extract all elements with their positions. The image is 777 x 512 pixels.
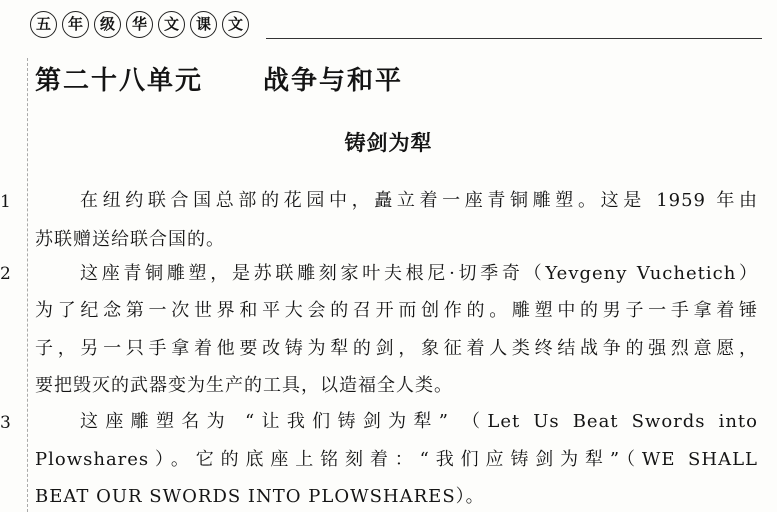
paragraph-line: BEAT OUR SWORDS INTO PLOWSHARES）。 (35, 486, 485, 507)
book-title-char: 五 (30, 11, 57, 38)
paragraph-line: 这座雕塑名为 “让我们铸剑为犁” （Let Us Beat Swords into (80, 411, 758, 432)
book-title-circles (30, 11, 254, 38)
paragraph-number: 3 (0, 413, 11, 433)
book-title-char: 级 (94, 11, 121, 38)
paragraph-line: 子，另一只手拿着他要改铸为犁的剑，象征着人类终结战争的强烈意愿， (35, 338, 758, 359)
paragraph-number: 2 (0, 264, 11, 284)
book-title-char: 年 (62, 11, 89, 38)
paragraph-line: 在纽约联合国总部的花园中，矗立着一座青铜雕塑。这是 1959 年由 (80, 190, 758, 211)
paragraph-line: 苏联赠送给联合国的。 (35, 229, 225, 250)
paragraph-line: 要把毁灭的武器变为生产的工具，以造福全人类。 (35, 375, 453, 396)
header-rule (266, 38, 762, 39)
paragraph-line: 这座青铜雕塑，是苏联雕刻家叶夫根尼·切季奇（Yevgeny Vuchetich） (80, 263, 758, 284)
paragraph-line: Plowshares）。它的底座上铭刻着：“我们应铸剑为犁”（WE SHALL (35, 449, 758, 470)
book-title-char: 文 (222, 11, 249, 38)
book-title-char: 课 (190, 11, 217, 38)
book-title-char: 文 (158, 11, 185, 38)
unit-title (35, 60, 403, 97)
lesson-title: 铸剑为犁 (344, 130, 433, 155)
unit-number-label: 第二十八单元 (35, 66, 204, 96)
book-title-char: 华 (126, 11, 153, 38)
paragraph-line: 为了纪念第一次世界和平大会的召开而创作的。雕塑中的男子一手拿着锤 (35, 300, 758, 321)
unit-theme: 战争与和平 (263, 66, 404, 96)
page-header (30, 8, 770, 42)
paragraph-number: 1 (0, 192, 11, 212)
